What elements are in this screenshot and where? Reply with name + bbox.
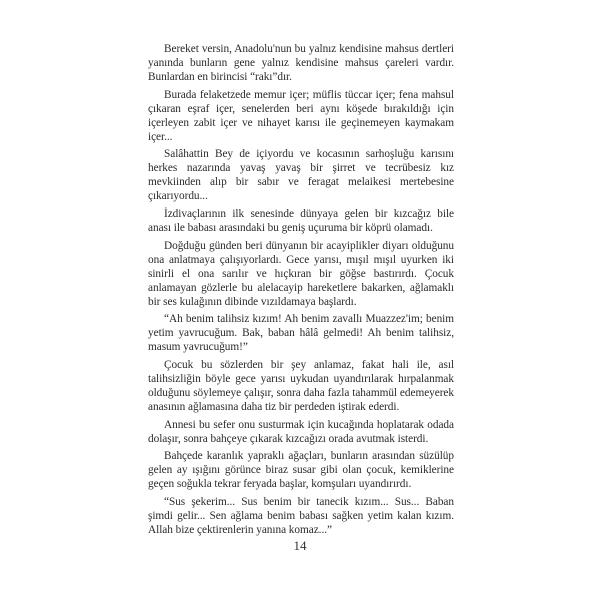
paragraph: İzdivaçlarının ilk senesinde dünyaya gelen bir kızcağız bile anası ile babası arasındaki bu geniş uçuruma bir köprü olamadı. [148, 208, 454, 235]
paragraph: Bahçede karanlık yapraklı ağaçları, bunların arasından süzülüp gelen ay ışığını görünce biraz susar gibi olan çocuk, kemiklerine geçen soğukla tekrar feryada başlar, komşuları uyandırırdı. [148, 450, 454, 491]
paragraph: Çocuk bu sözlerden bir şey anlamaz, fakat hali ile, asıl talihsizliğin böyle gece yarısı uykudan uyandırılarak hırpalanmak olduğunu söylemeye çalışır, sonra daha fazla tahammül edemeyerek anasının ağlamasına daha tiz bir perdeden iştirak ederdi. [148, 358, 454, 414]
paragraph: Salâhattin Bey de içiyordu ve kocasının sarhoşluğu karısını herkes nazarında yavaş yavaş bir şirret ve tecrübesiz kız mevkiinden alıp bir sabır ve feragat melaikesi mertebesine çıkarıyordu... [148, 148, 454, 203]
paragraph: “Sus şekerim... Sus benim bir tanecik kızım... Sus... Baban şimdi gelir... Sen ağlama benim babası sağken yetim kalan kızım. Allah bize çektirenlerin yanına komaz...” [148, 495, 454, 536]
paragraph: Burada felaketzede memur içer; müflis tüccar içer; fena mahsul çıkaran eşraf içer, senelerden beri aynı köşede bırakıldığı için içerleyen zabit içer ve nihayet karısı ile geçinemeyen kaymakam içer... [148, 88, 454, 143]
paragraph: “Ah benim talihsiz kızım! Ah benim zavallı Muazzez'im; benim yetim yavrucuğum. Bak, baban hâlâ gelmedi! Ah benim talihsiz, masum yavrucuğum!” [148, 313, 454, 354]
page-number: 14 [293, 538, 307, 553]
paragraph: Doğduğu günden beri dünyanın bir acayiplikler diyarı olduğunu ona anlatmaya çalışıyorlardı. Gece yarısı, mışıl mışıl uyurken iki sinirli el ona sarılır ve hıçkıran bir göğse bastırırdı. Çocuk anlamayan gözlerle bu alelacayip hareketlere bakarken, ağlamaklı bir ses kulağının dibinde vızıldamaya başlardı. [148, 239, 454, 308]
body-text [148, 42, 454, 541]
paragraph: Annesi bu sefer onu susturmak için kucağında hoplatarak odada dolaşır, sonra bahçeye çıkarak kızcağızı orada avutmak isterdi. [148, 418, 454, 445]
paragraph: Bereket versin, Anadolu'nun bu yalnız kendisine mahsus dertleri yanında bunların gene yalnız kendisine mahsus çareleri vardır. Bunlardan en birincisi “rakı”dır. [148, 43, 454, 84]
